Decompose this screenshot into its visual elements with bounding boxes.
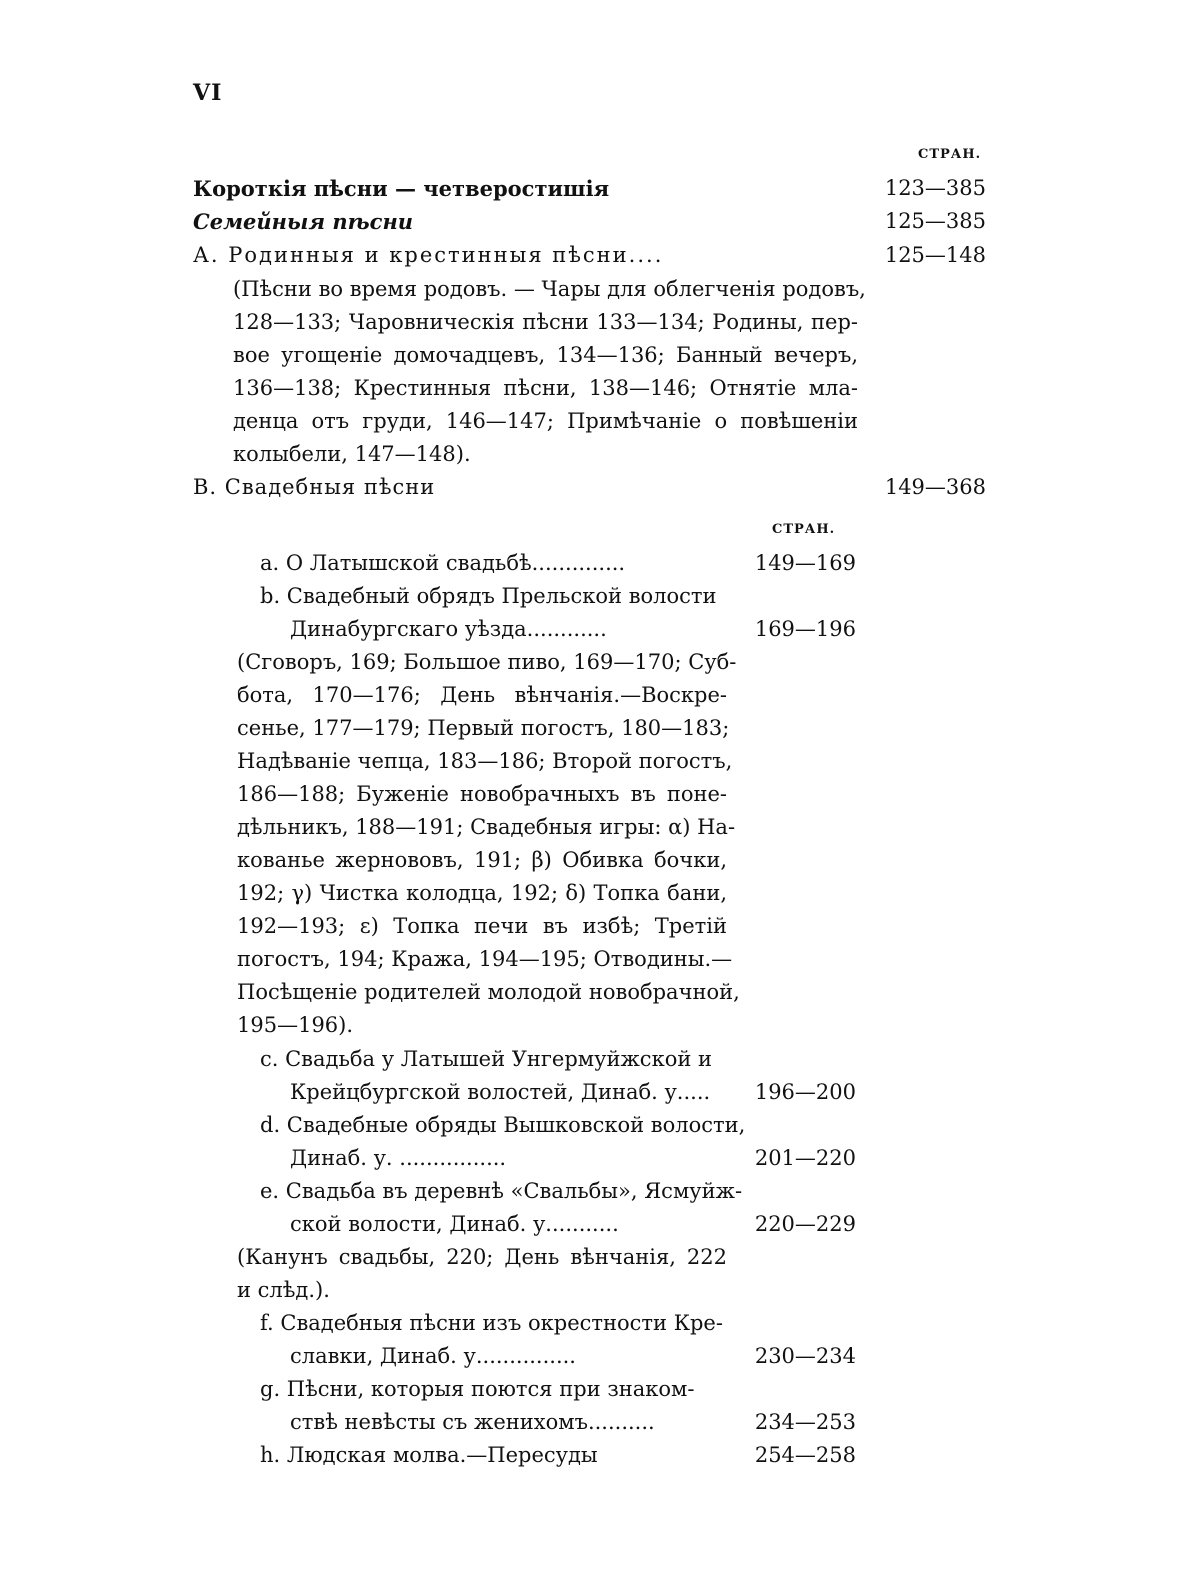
sub-a-pages: 149—169	[754, 551, 856, 575]
pages-column-label: СТРАН.	[918, 147, 982, 162]
note-b-line: 195—196).	[237, 1013, 354, 1037]
sub-c-pages: 196—200	[754, 1080, 856, 1104]
sub-g-line2: ствѣ невѣсты съ женихомъ..........	[290, 1410, 655, 1434]
note-b-line: погостъ, 194; Кража, 194—195; Отводины.—	[237, 947, 733, 971]
note-a-line: 136—138; Крестинныя пѣсни, 138—146; Отнятіе мла-	[233, 376, 858, 400]
sub-b-line1: b. Свадебный обрядъ Прельской волости	[260, 584, 717, 608]
sub-d-line1: d. Свадебные обряды Вышковской волости,	[260, 1113, 746, 1137]
entry-title-a: А. Родинныя и крестинныя пѣсни....	[193, 243, 664, 267]
sub-h-title: h. Людская молва.—Пересуды	[260, 1443, 598, 1467]
sub-g-line1: g. Пѣсни, которыя поются при знаком-	[260, 1377, 695, 1401]
note-b-line: 192—193; ε) Топка печи въ избѣ; Третій	[237, 914, 727, 938]
entry-pages-family-songs: 125—385	[884, 209, 986, 233]
sub-f-line2: славки, Динаб. у...............	[290, 1344, 576, 1368]
entry-title-short-songs: Короткія пѣсни — четверостишія	[193, 176, 610, 201]
entry-pages-a: 125—148	[884, 243, 986, 267]
note-b-line: (Сговоръ, 169; Большое пиво, 169—170; Суб-	[237, 650, 737, 674]
sub-d-line2: Динаб. у. ................	[290, 1146, 507, 1170]
note-b-line: Надѣваніе чепца, 183—186; Второй погостъ,	[237, 749, 733, 773]
note-a-line: вое угощеніе домочадцевъ, 134—136; Банный вечеръ,	[233, 343, 858, 367]
sub-a-title: a. О Латышской свадьбѣ..............	[260, 551, 626, 575]
entry-pages-short-songs: 123—385	[884, 176, 986, 200]
note-e-paragraph	[237, 1241, 727, 1307]
note-a-line: колыбели, 147—148).	[233, 442, 471, 466]
pages-column-label-sub: СТРАН.	[772, 522, 836, 537]
note-e-line: и слѣд.).	[237, 1278, 330, 1302]
note-a-paragraph	[233, 273, 866, 471]
note-b-line: 186—188; Буженіе новобрачныхъ въ поне-	[237, 782, 727, 806]
note-b-line: бота, 170—176; День вѣнчанія.—Воскре-	[237, 683, 727, 707]
note-b-paragraph	[237, 646, 740, 1042]
note-a-line: 128—133; Чаровническія пѣсни 133—134; Родины, пер-	[233, 310, 858, 334]
note-b-line: 192; γ) Чистка колодца, 192; δ) Топка бани,	[237, 881, 727, 905]
entry-pages-b: 149—368	[884, 475, 986, 499]
sub-c-line1: c. Свадьба у Латышей Унгермуйжской и	[260, 1047, 713, 1071]
sub-b-line2: Динабургскаго уѣзда............	[290, 617, 607, 641]
note-b-line: Посѣщеніе родителей молодой новобрачной,	[237, 980, 740, 1004]
entry-title-b: B. Свадебныя пѣсни	[193, 475, 436, 499]
entry-title-family-songs: Семейныя пѣсни	[193, 209, 414, 234]
sub-f-line1: f. Свадебныя пѣсни изъ окрестности Кре-	[260, 1311, 723, 1335]
sub-h-pages: 254—258	[754, 1443, 856, 1467]
note-b-line: дѣльникъ, 188—191; Свадебныя игры: α) На-	[237, 815, 736, 839]
note-a-line: (Пѣсни во время родовъ. — Чары для облегченія родовъ,	[233, 277, 866, 301]
sub-e-pages: 220—229	[754, 1212, 856, 1236]
sub-f-pages: 230—234	[754, 1344, 856, 1368]
sub-d-pages: 201—220	[754, 1146, 856, 1170]
note-e-line: (Канунъ свадьбы, 220; День вѣнчанія, 222	[237, 1245, 727, 1269]
note-a-line: денца отъ груди, 146—147; Примѣчаніе о повѣшеніи	[233, 409, 858, 433]
sub-e-line1: e. Свадьба въ деревнѣ «Свальбы», Ясмуйж-	[260, 1179, 743, 1203]
note-b-line: сенье, 177—179; Первый погостъ, 180—183;	[237, 716, 730, 740]
sub-b-pages: 169—196	[754, 617, 856, 641]
page-number-roman: VI	[193, 80, 223, 106]
sub-g-pages: 234—253	[754, 1410, 856, 1434]
note-b-line: кованье жернововъ, 191; β) Обивка бочки,	[237, 848, 727, 872]
sub-c-line2: Крейцбургской волостей, Динаб. у.....	[290, 1080, 711, 1104]
sub-e-line2: ской волости, Динаб. у...........	[290, 1212, 619, 1236]
